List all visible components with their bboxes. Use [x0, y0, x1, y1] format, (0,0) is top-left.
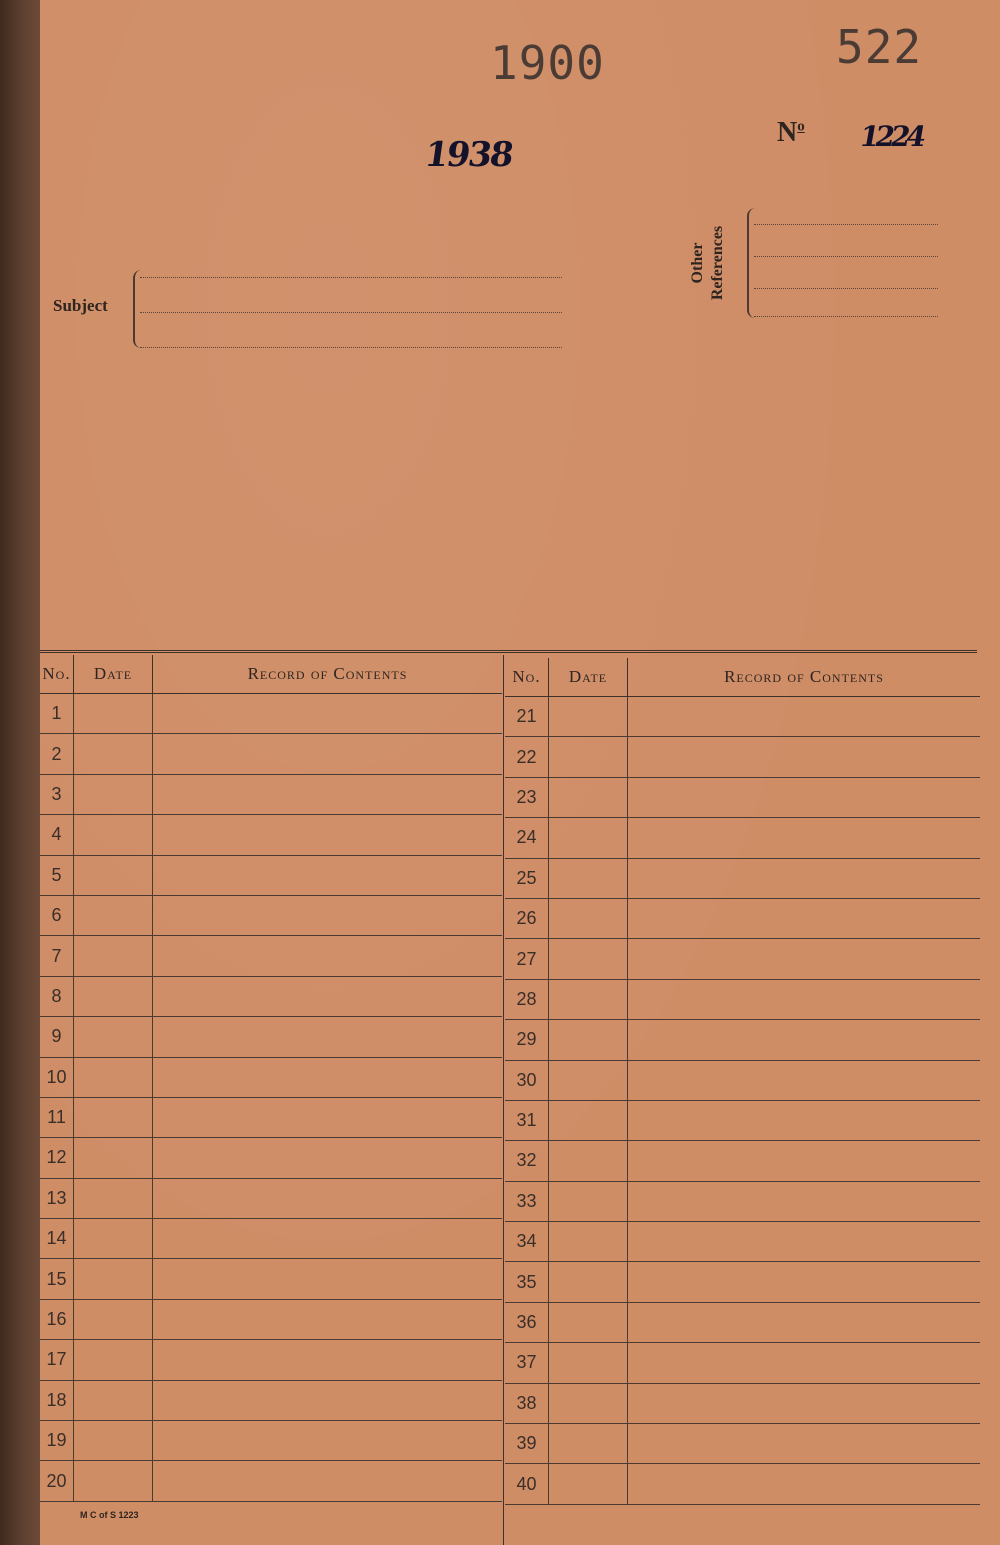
record-cell[interactable]: [153, 1138, 503, 1178]
date-cell[interactable]: [74, 1138, 153, 1178]
table-row: [40, 1340, 502, 1380]
date-cell[interactable]: [74, 1097, 153, 1137]
table-row: [40, 734, 502, 774]
record-cell[interactable]: [628, 939, 981, 979]
row-number: 6: [40, 895, 74, 935]
handwritten-number: 1224: [857, 120, 925, 153]
date-cell[interactable]: [74, 936, 153, 976]
row-number: 16: [40, 1299, 74, 1339]
table-row: [505, 1100, 980, 1140]
subject-brace: [133, 270, 145, 348]
record-cell[interactable]: [153, 1057, 503, 1097]
record-cell[interactable]: [628, 1060, 981, 1100]
other-references-line-4[interactable]: [754, 316, 938, 317]
year-stamp: 1900: [490, 36, 605, 90]
folder-spine: [0, 0, 40, 1545]
row-number: 37: [505, 1343, 549, 1383]
record-cell[interactable]: [153, 895, 503, 935]
ledger-top-rule: [40, 650, 977, 653]
row-number: 20: [40, 1461, 74, 1501]
table-row: [505, 737, 980, 777]
record-cell[interactable]: [628, 777, 981, 817]
record-cell[interactable]: [628, 1302, 981, 1342]
record-cell[interactable]: [153, 694, 503, 734]
table-row: [40, 1380, 502, 1420]
table-row: [40, 1259, 502, 1299]
record-cell[interactable]: [153, 815, 503, 855]
date-column-header: Date: [74, 655, 153, 694]
row-number: 17: [40, 1340, 74, 1380]
form-code: M C of S 1223: [80, 1510, 139, 1520]
table-row: [40, 1057, 502, 1097]
row-number: 21: [505, 697, 549, 737]
record-cell[interactable]: [153, 1461, 503, 1501]
table-row: [505, 939, 980, 979]
record-cell[interactable]: [153, 1299, 503, 1339]
row-number: 32: [505, 1141, 549, 1181]
table-row: [505, 1343, 980, 1383]
date-cell[interactable]: [549, 777, 628, 817]
date-cell[interactable]: [549, 898, 628, 938]
record-cell[interactable]: [628, 1141, 981, 1181]
record-column-header: Record of Contents: [153, 655, 503, 694]
row-number: 34: [505, 1222, 549, 1262]
other-references-line-1[interactable]: [754, 224, 938, 225]
date-cell[interactable]: [74, 1178, 153, 1218]
table-row: [505, 818, 980, 858]
other-references-line-2[interactable]: [754, 256, 938, 257]
row-number: 35: [505, 1262, 549, 1302]
table-row: [505, 979, 980, 1019]
record-cell[interactable]: [153, 774, 503, 814]
record-cell[interactable]: [153, 1219, 503, 1259]
row-number: 14: [40, 1219, 74, 1259]
date-cell[interactable]: [74, 734, 153, 774]
record-cell[interactable]: [153, 855, 503, 895]
record-cell[interactable]: [628, 858, 981, 898]
table-row: [40, 1421, 502, 1461]
contents-table-right: [505, 658, 980, 1505]
record-cell[interactable]: [628, 1020, 981, 1060]
record-cell[interactable]: [153, 1259, 503, 1299]
subject-line-1[interactable]: [140, 277, 562, 278]
other-references-label: Other References: [689, 225, 726, 301]
table-row: [505, 1464, 980, 1504]
date-cell[interactable]: [74, 1380, 153, 1420]
date-cell[interactable]: [549, 1383, 628, 1423]
date-cell[interactable]: [549, 1262, 628, 1302]
table-row: [40, 1219, 502, 1259]
subject-line-2[interactable]: [140, 312, 562, 313]
record-cell[interactable]: [628, 1181, 981, 1221]
table-row: [40, 1178, 502, 1218]
table-header-row: [505, 658, 980, 697]
row-number: 39: [505, 1424, 549, 1464]
date-cell[interactable]: [74, 1219, 153, 1259]
record-cell[interactable]: [628, 1222, 981, 1262]
table-row: [505, 1020, 980, 1060]
date-cell[interactable]: [549, 1343, 628, 1383]
row-number: 28: [505, 979, 549, 1019]
row-number: 4: [40, 815, 74, 855]
date-cell[interactable]: [74, 1259, 153, 1299]
record-cell[interactable]: [153, 1097, 503, 1137]
table-row: [505, 777, 980, 817]
row-number: 22: [505, 737, 549, 777]
record-cell[interactable]: [628, 898, 981, 938]
table-row: [505, 898, 980, 938]
table-row: [40, 815, 502, 855]
table-row: [40, 1097, 502, 1137]
subject-line-3[interactable]: [140, 347, 562, 348]
record-cell[interactable]: [153, 1421, 503, 1461]
date-column-header: Date: [549, 658, 628, 697]
table-row: [40, 1299, 502, 1339]
handwritten-year: 1938: [422, 135, 515, 175]
table-row: [40, 694, 502, 734]
date-cell[interactable]: [74, 895, 153, 935]
table-row: [505, 1222, 980, 1262]
table-row: [505, 1181, 980, 1221]
row-number: 8: [40, 976, 74, 1016]
date-cell[interactable]: [549, 1464, 628, 1504]
row-number: 9: [40, 1017, 74, 1057]
record-cell[interactable]: [153, 1017, 503, 1057]
other-references-line-3[interactable]: [754, 288, 938, 289]
table-row: [505, 1302, 980, 1342]
date-cell[interactable]: [74, 1299, 153, 1339]
date-cell[interactable]: [549, 1181, 628, 1221]
record-cell[interactable]: [153, 936, 503, 976]
row-number: 26: [505, 898, 549, 938]
record-cell[interactable]: [628, 1383, 981, 1423]
date-cell[interactable]: [549, 1141, 628, 1181]
record-cell[interactable]: [628, 1464, 981, 1504]
row-number: 40: [505, 1464, 549, 1504]
date-cell[interactable]: [549, 1424, 628, 1464]
date-cell[interactable]: [74, 694, 153, 734]
row-number: 31: [505, 1100, 549, 1140]
table-row: [505, 697, 980, 737]
contents-table-left: [40, 655, 502, 1502]
table-header-row: [40, 655, 502, 694]
table-row: [505, 1141, 980, 1181]
record-cell[interactable]: [153, 1380, 503, 1420]
row-number: 23: [505, 777, 549, 817]
date-cell[interactable]: [74, 1421, 153, 1461]
row-number: 3: [40, 774, 74, 814]
row-number: 30: [505, 1060, 549, 1100]
record-cell[interactable]: [628, 697, 981, 737]
table-row: [40, 976, 502, 1016]
date-cell[interactable]: [549, 737, 628, 777]
date-cell[interactable]: [74, 855, 153, 895]
record-cell[interactable]: [628, 1343, 981, 1383]
table-body-left: [40, 694, 502, 1502]
row-number: 15: [40, 1259, 74, 1299]
record-cell[interactable]: [628, 818, 981, 858]
row-number: 12: [40, 1138, 74, 1178]
file-number-stamp: 522: [836, 20, 923, 74]
date-cell[interactable]: [549, 979, 628, 1019]
date-cell[interactable]: [549, 1060, 628, 1100]
table-row: [40, 855, 502, 895]
record-cell[interactable]: [153, 734, 503, 774]
date-cell[interactable]: [549, 858, 628, 898]
record-cell[interactable]: [628, 1100, 981, 1140]
table-row: [40, 774, 502, 814]
date-cell[interactable]: [549, 1302, 628, 1342]
row-number: 24: [505, 818, 549, 858]
number-label: $N^o$: [777, 117, 805, 148]
row-number: 13: [40, 1178, 74, 1218]
table-row: [505, 1424, 980, 1464]
date-cell[interactable]: [549, 1020, 628, 1060]
row-number: 29: [505, 1020, 549, 1060]
record-cell[interactable]: [628, 737, 981, 777]
no-column-header: No.: [40, 655, 74, 694]
table-row: [40, 1017, 502, 1057]
table-row: [505, 1383, 980, 1423]
table-row: [505, 858, 980, 898]
row-number: 10: [40, 1057, 74, 1097]
date-cell[interactable]: [74, 1017, 153, 1057]
row-number: 25: [505, 858, 549, 898]
row-number: 36: [505, 1302, 549, 1342]
record-cell[interactable]: [153, 1340, 503, 1380]
table-row: [505, 1060, 980, 1100]
ledger-divider: [503, 655, 504, 1545]
date-cell[interactable]: [549, 818, 628, 858]
table-row: [40, 895, 502, 935]
row-number: 27: [505, 939, 549, 979]
subject-label: Subject: [53, 296, 108, 315]
table-row: [505, 1262, 980, 1302]
record-cell[interactable]: [153, 1178, 503, 1218]
table-row: [40, 936, 502, 976]
date-cell[interactable]: [74, 1461, 153, 1501]
date-cell[interactable]: [74, 774, 153, 814]
date-cell[interactable]: [74, 976, 153, 1016]
date-cell[interactable]: [549, 1222, 628, 1262]
row-number: 19: [40, 1421, 74, 1461]
record-cell[interactable]: [628, 1262, 981, 1302]
row-number: 1: [40, 694, 74, 734]
date-cell[interactable]: [549, 1100, 628, 1140]
no-column-header: No.: [505, 658, 549, 697]
row-number: 38: [505, 1383, 549, 1423]
date-cell[interactable]: [549, 939, 628, 979]
table-row: [40, 1461, 502, 1501]
date-cell[interactable]: [74, 1057, 153, 1097]
row-number: 11: [40, 1097, 74, 1137]
date-cell[interactable]: [74, 1340, 153, 1380]
table-body-right: [505, 697, 980, 1505]
row-number: 18: [40, 1380, 74, 1420]
date-cell[interactable]: [549, 697, 628, 737]
row-number: 33: [505, 1181, 549, 1221]
date-cell[interactable]: [74, 815, 153, 855]
record-column-header: Record of Contents: [628, 658, 981, 697]
row-number: 2: [40, 734, 74, 774]
row-number: 7: [40, 936, 74, 976]
row-number: 5: [40, 855, 74, 895]
table-row: [40, 1138, 502, 1178]
record-cell[interactable]: [628, 1424, 981, 1464]
record-cell[interactable]: [153, 976, 503, 1016]
record-cell[interactable]: [628, 979, 981, 1019]
